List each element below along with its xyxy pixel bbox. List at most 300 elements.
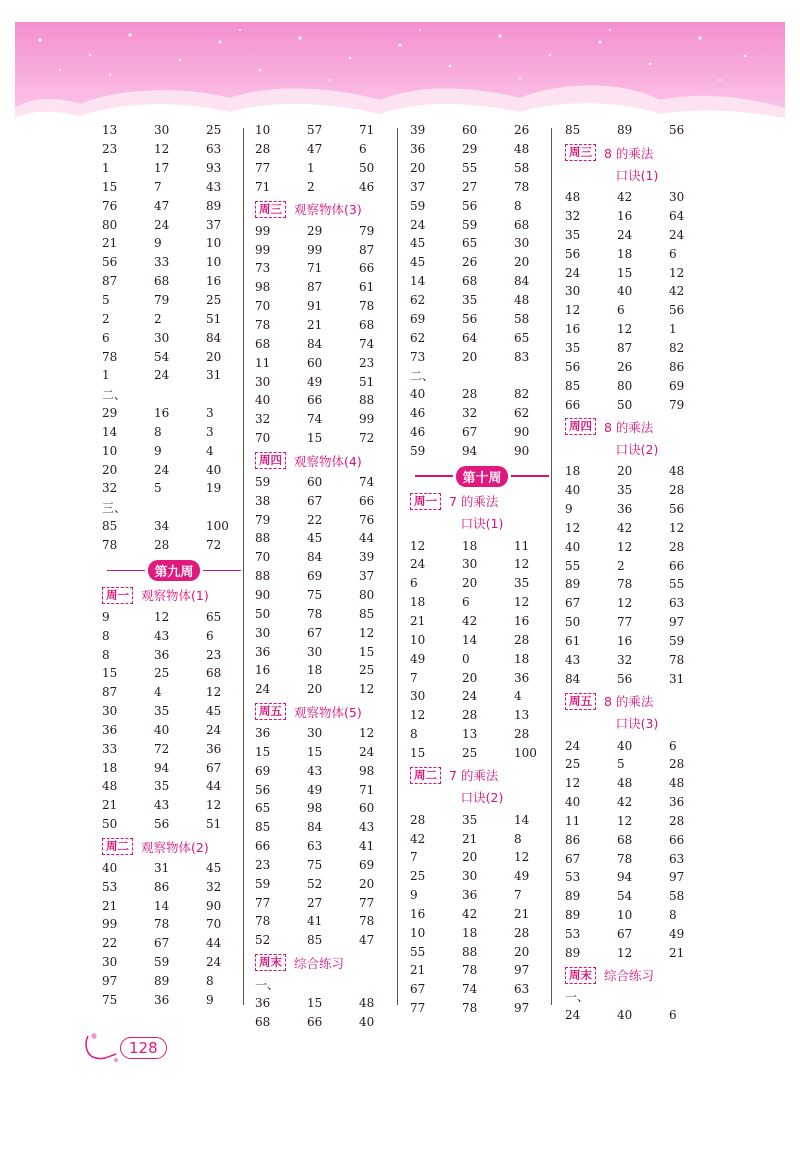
answer-value: 69: [359, 857, 375, 872]
answer-value: 65: [255, 801, 271, 816]
answer-row: [255, 680, 399, 699]
answer-value: 21: [410, 963, 426, 978]
answer-row: [255, 159, 399, 178]
answer-value: 12: [359, 726, 375, 741]
answer-value: 36: [255, 644, 271, 659]
answer-value: 83: [514, 349, 530, 364]
answer-value: 67: [565, 596, 581, 611]
answer-value: 20: [410, 161, 426, 176]
answer-value: 67: [617, 926, 633, 941]
answer-row: [410, 810, 554, 829]
answer-value: 84: [307, 820, 323, 835]
answer-row: [565, 906, 709, 925]
answer-row: [255, 391, 399, 410]
answer-value: 12: [359, 682, 375, 697]
answer-row: [565, 1006, 709, 1025]
answer-value: 31: [206, 368, 222, 383]
answer-row: [410, 687, 554, 706]
answer-value: 55: [669, 577, 685, 592]
answer-row: [410, 404, 554, 423]
answer-value: 24: [206, 955, 222, 970]
answer-row: [565, 774, 709, 793]
answer-value: 14: [462, 632, 478, 647]
answer-value: 45: [307, 531, 323, 546]
answer-value: 77: [255, 895, 271, 910]
answer-row: [255, 642, 399, 661]
answer-row: [102, 423, 246, 442]
answer-value: 16: [410, 906, 426, 921]
answer-value: 36: [154, 992, 170, 1007]
answer-value: 46: [410, 424, 426, 439]
answer-value: 13: [514, 708, 530, 723]
answer-value: 18: [565, 464, 581, 479]
answer-value: 12: [617, 596, 633, 611]
answer-value: 98: [359, 763, 375, 778]
answer-value: 91: [307, 299, 323, 314]
answer-value: 42: [462, 613, 478, 628]
answer-value: 10: [617, 908, 633, 923]
day-tag: 周二: [410, 767, 441, 784]
answer-row: [565, 594, 709, 613]
answer-row: [410, 743, 554, 762]
answer-value: 20: [206, 349, 222, 364]
day-tag: 周一: [410, 493, 441, 510]
answer-row: [410, 196, 554, 215]
answer-value: 16: [514, 613, 530, 628]
answer-value: 15: [359, 644, 375, 659]
answer-value: 27: [462, 179, 478, 194]
answer-value: 60: [307, 474, 323, 489]
answer-value: 58: [514, 161, 530, 176]
answer-value: 30: [154, 330, 170, 345]
answer-row: [102, 309, 246, 328]
answer-value: 40: [617, 738, 633, 753]
answer-value: 76: [359, 512, 375, 527]
answer-value: 28: [514, 727, 530, 742]
answer-row: [410, 942, 554, 961]
answer-value: 100: [514, 745, 537, 760]
answer-value: 42: [617, 795, 633, 810]
answer-row: [102, 777, 246, 796]
answer-value: 68: [359, 318, 375, 333]
answer-row: [410, 328, 554, 347]
answer-value: 98: [255, 280, 271, 295]
answer-value: 29: [307, 223, 323, 238]
answer-value: 40: [359, 1014, 375, 1029]
answer-row: [410, 215, 554, 234]
answer-value: 75: [307, 587, 323, 602]
answer-value: 56: [669, 502, 685, 517]
answer-value: 90: [255, 587, 271, 602]
answer-row: [565, 669, 709, 688]
answer-row: [102, 328, 246, 347]
answer-value: 74: [307, 412, 323, 427]
answer-value: 65: [514, 330, 530, 345]
answer-value: 69: [669, 378, 685, 393]
answer-value: 20: [514, 255, 530, 270]
answer-row: [565, 887, 709, 906]
answer-value: 90: [514, 443, 530, 458]
answer-value: 9: [206, 992, 214, 1007]
answer-row: [255, 372, 399, 391]
answer-value: 1: [102, 161, 110, 176]
answer-value: 30: [410, 689, 426, 704]
answer-value: 56: [669, 123, 685, 138]
section-heading: [565, 143, 709, 163]
answer-value: 0: [462, 651, 470, 666]
section-heading: [410, 491, 554, 511]
answer-value: 25: [206, 123, 222, 138]
answer-value: 59: [410, 443, 426, 458]
answer-value: 24: [617, 227, 633, 242]
answer-value: 40: [154, 722, 170, 737]
answer-value: 97: [102, 974, 118, 989]
answer-row: [102, 990, 246, 1009]
answer-row: [565, 537, 709, 556]
answer-value: 30: [102, 704, 118, 719]
answer-value: 48: [669, 776, 685, 791]
answer-value: 10: [102, 443, 118, 458]
answer-row: [255, 586, 399, 605]
answer-value: 9: [154, 443, 162, 458]
answer-value: 85: [565, 378, 581, 393]
answer-value: 7: [410, 850, 418, 865]
section-heading: [565, 417, 709, 437]
answer-value: 6: [669, 246, 677, 261]
answer-row: [410, 649, 554, 668]
answer-value: 85: [102, 519, 118, 534]
answer-value: 88: [462, 944, 478, 959]
answer-value: 44: [359, 531, 375, 546]
decor-line: [203, 570, 241, 572]
answer-value: 71: [359, 123, 375, 138]
answer-value: 28: [410, 812, 426, 827]
answer-row: [565, 925, 709, 944]
answer-row: [255, 856, 399, 875]
answer-row: [410, 668, 554, 687]
answer-row: [410, 706, 554, 725]
answer-value: 50: [565, 615, 581, 630]
answer-value: 59: [462, 217, 478, 232]
answer-value: 24: [154, 217, 170, 232]
answer-value: 88: [255, 531, 271, 546]
answer-value: 2: [617, 558, 625, 573]
answer-value: 47: [359, 933, 375, 948]
answer-value: 78: [102, 537, 118, 552]
answer-value: 55: [462, 161, 478, 176]
answer-value: 74: [462, 982, 478, 997]
decor-line: [107, 570, 145, 572]
answer-value: 28: [514, 632, 530, 647]
section-heading: [565, 965, 709, 985]
answer-value: 32: [617, 652, 633, 667]
answer-value: 78: [255, 318, 271, 333]
answer-value: 60: [307, 355, 323, 370]
answer-row: [102, 536, 246, 555]
answer-value: 51: [206, 817, 222, 832]
answer-value: 30: [462, 557, 478, 572]
answer-value: 48: [514, 293, 530, 308]
answer-value: 66: [359, 493, 375, 508]
answer-value: 72: [154, 741, 170, 756]
answer-value: 29: [102, 406, 118, 421]
section-title: 观察物体(4): [294, 453, 362, 469]
answer-value: 2: [102, 311, 110, 326]
answer-value: 16: [206, 274, 222, 289]
answer-row: [565, 301, 709, 320]
day-tag: 周五: [565, 693, 596, 710]
answer-value: 79: [359, 223, 375, 238]
answer-value: 8: [102, 647, 110, 662]
answer-value: 43: [154, 798, 170, 813]
answer-value: 82: [669, 341, 685, 356]
answer-row: [410, 140, 554, 159]
answer-value: 15: [307, 996, 323, 1011]
answer-value: 20: [617, 464, 633, 479]
week-badge: 第九周: [148, 560, 199, 581]
answer-value: 56: [462, 198, 478, 213]
page-number-badge: [80, 1030, 167, 1066]
answer-row: [565, 339, 709, 358]
answer-row: [255, 994, 399, 1013]
answer-row: [565, 519, 709, 538]
answer-value: 15: [617, 265, 633, 280]
answer-value: 59: [410, 198, 426, 213]
answer-value: 35: [565, 227, 581, 242]
section-heading: [255, 953, 399, 973]
answer-row: [102, 404, 246, 423]
answer-value: 11: [255, 355, 271, 370]
answer-value: 12: [565, 303, 581, 318]
answer-value: 89: [154, 974, 170, 989]
answer-value: 11: [514, 538, 530, 553]
answer-value: 37: [206, 217, 222, 232]
day-tag: 周四: [565, 418, 596, 435]
answer-value: 75: [307, 857, 323, 872]
answer-value: 71: [255, 179, 271, 194]
answer-row: [565, 793, 709, 812]
answer-value: 87: [359, 242, 375, 257]
answer-column-3: [410, 121, 554, 1018]
week-heading: [410, 465, 554, 487]
answer-value: 8: [669, 908, 677, 923]
answer-row: [410, 905, 554, 924]
answer-value: 10: [206, 236, 222, 251]
answer-value: 87: [617, 341, 633, 356]
answer-row: [102, 702, 246, 721]
answer-value: 49: [410, 651, 426, 666]
answer-value: 68: [617, 832, 633, 847]
answer-value: 13: [462, 727, 478, 742]
week-badge: 第十周: [456, 466, 507, 487]
section-subtitle: 口诀(2): [615, 441, 659, 457]
answer-value: 67: [565, 851, 581, 866]
answer-value: 100: [206, 519, 229, 534]
answer-value: 12: [565, 776, 581, 791]
answer-row: [255, 1012, 399, 1031]
answer-value: 12: [617, 813, 633, 828]
week-heading: [102, 559, 246, 581]
answer-value: 43: [565, 652, 581, 667]
answer-value: 85: [359, 606, 375, 621]
answer-value: 78: [102, 349, 118, 364]
answer-value: 30: [514, 236, 530, 251]
answer-value: 35: [565, 341, 581, 356]
answer-value: 35: [617, 483, 633, 498]
answer-value: 69: [307, 569, 323, 584]
answer-value: 28: [462, 387, 478, 402]
answer-row: [102, 234, 246, 253]
answer-value: 87: [307, 280, 323, 295]
answer-value: 1: [102, 368, 110, 383]
answer-value: 36: [669, 795, 685, 810]
answer-value: 14: [410, 274, 426, 289]
answer-value: 59: [255, 474, 271, 489]
answer-row: [255, 529, 399, 548]
answer-value: 56: [255, 782, 271, 797]
answer-value: 20: [307, 682, 323, 697]
answer-value: 1: [669, 322, 677, 337]
answer-value: 40: [617, 1008, 633, 1023]
answer-row: [255, 780, 399, 799]
answer-row: [255, 661, 399, 680]
answer-value: 6: [617, 303, 625, 318]
answer-row: [565, 868, 709, 887]
answer-value: 29: [462, 142, 478, 157]
answer-value: 79: [154, 293, 170, 308]
answer-row: [410, 536, 554, 555]
answer-value: 40: [565, 539, 581, 554]
answer-row: [102, 517, 246, 536]
answer-row: [102, 645, 246, 664]
answer-value: 25: [565, 757, 581, 772]
answer-row: [565, 376, 709, 395]
answer-row: [565, 556, 709, 575]
answer-row: [255, 429, 399, 448]
answer-value: 43: [154, 628, 170, 643]
answer-value: 57: [307, 123, 323, 138]
answer-value: 56: [154, 817, 170, 832]
answer-value: 97: [514, 963, 530, 978]
answer-value: 18: [410, 595, 426, 610]
decor-line: [511, 475, 549, 477]
answer-value: 21: [102, 898, 118, 913]
answer-value: 89: [565, 908, 581, 923]
day-tag: 周三: [255, 201, 286, 218]
answer-value: 55: [410, 944, 426, 959]
answer-value: 84: [514, 274, 530, 289]
answer-row: [102, 934, 246, 953]
answer-row: [102, 272, 246, 291]
answer-value: 76: [102, 198, 118, 213]
answer-value: 48: [514, 142, 530, 157]
answer-value: 84: [565, 671, 581, 686]
section-title: 8 的乘法: [604, 419, 654, 435]
answer-value: 12: [154, 609, 170, 624]
answer-row: [565, 207, 709, 226]
answer-row: [102, 291, 246, 310]
answer-value: 12: [206, 798, 222, 813]
answer-row: [255, 818, 399, 837]
answer-value: 56: [565, 359, 581, 374]
answer-value: 66: [669, 832, 685, 847]
answer-value: 24: [565, 265, 581, 280]
answer-row: [255, 799, 399, 818]
answer-value: 35: [462, 812, 478, 827]
answer-value: 68: [462, 274, 478, 289]
answer-value: 15: [307, 744, 323, 759]
answer-value: 58: [514, 311, 530, 326]
answer-value: 65: [206, 609, 222, 624]
answer-row: [102, 607, 246, 626]
answer-value: 36: [154, 647, 170, 662]
answer-value: 40: [206, 462, 222, 477]
answer-value: 74: [359, 474, 375, 489]
answer-row: [102, 683, 246, 702]
answer-value: 65: [462, 236, 478, 251]
answer-value: 9: [565, 502, 573, 517]
answer-value: 25: [154, 666, 170, 681]
answer-value: 15: [102, 179, 118, 194]
answer-value: 78: [255, 914, 271, 929]
answer-row: [102, 215, 246, 234]
answer-value: 90: [206, 898, 222, 913]
section-title: 观察物体(2): [141, 839, 209, 855]
section-heading: [410, 765, 554, 785]
answer-value: 49: [307, 782, 323, 797]
answer-value: 6: [206, 628, 214, 643]
answer-row: [102, 739, 246, 758]
answer-value: 79: [669, 397, 685, 412]
answer-value: 14: [514, 812, 530, 827]
answer-value: 42: [669, 284, 685, 299]
answer-value: 21: [410, 613, 426, 628]
answer-row: [410, 121, 554, 140]
answer-value: 32: [255, 412, 271, 427]
answer-value: 48: [102, 779, 118, 794]
answer-value: 8: [102, 628, 110, 643]
answer-value: 28: [154, 537, 170, 552]
answer-value: 75: [102, 992, 118, 1007]
section-subtitle: 口诀(1): [615, 167, 659, 183]
answer-row: [255, 724, 399, 743]
answer-row: [102, 815, 246, 834]
answer-value: 36: [206, 741, 222, 756]
answer-value: 43: [206, 179, 222, 194]
answer-value: 68: [206, 666, 222, 681]
section-heading: [255, 199, 399, 219]
answer-row: [410, 385, 554, 404]
answer-row: [565, 226, 709, 245]
answer-row: [102, 196, 246, 215]
answer-row: [565, 943, 709, 962]
answer-value: 17: [154, 161, 170, 176]
answer-row: [565, 650, 709, 669]
answer-value: 49: [669, 926, 685, 941]
answer-value: 12: [514, 850, 530, 865]
answer-value: 44: [206, 936, 222, 951]
answer-value: 18: [462, 538, 478, 553]
answer-value: 8: [410, 727, 418, 742]
answer-value: 66: [307, 393, 323, 408]
answer-row: [565, 121, 709, 140]
answer-value: 16: [255, 663, 271, 678]
answer-value: 62: [514, 406, 530, 421]
answer-value: 47: [307, 142, 323, 157]
answer-value: 6: [359, 142, 367, 157]
answer-row: [255, 473, 399, 492]
answer-value: 12: [514, 557, 530, 572]
